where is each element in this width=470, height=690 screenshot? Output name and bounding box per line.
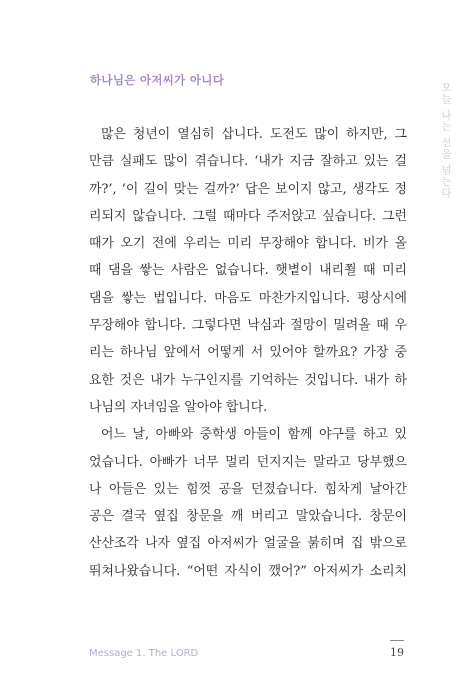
body-line: 리는 하나님 앞에서 어떻게 서 있어야 할까요? 가장 중: [89, 345, 407, 361]
body-line: 산산조각 나자 옆집 아저씨가 얼굴을 붉히며 집 밖으로: [89, 536, 407, 552]
body-line: 공은 결국 옆집 창문을 깨 버리고 말았습니다. 창문이: [89, 509, 407, 525]
body-line: 많은 청년이 열심히 삽니다. 도전도 많이 하지만, 그: [101, 127, 407, 142]
body-line: 까?’, ‘이 길이 맞는 걸까?’ 답은 보이지 않고, 생각도 정: [89, 181, 407, 197]
body-line: 무장해야 합니다. 그렇다면 낙심과 절망이 밀려올 때 우: [89, 318, 407, 334]
body-line: 때 댐을 쌓는 사람은 없습니다. 햇볕이 내리쬘 때 미리: [89, 263, 407, 279]
body-line: 뛰쳐나왔습니다. “어떤 자식이 깼어?” 아저씨가 소리치: [89, 563, 407, 579]
page-number-rule: [390, 640, 404, 641]
section-title: 하나님은 아저씨가 아니다: [90, 73, 225, 87]
body-line: 때가 오기 전에 우리는 미리 무장해야 합니다. 비가 올: [89, 236, 407, 252]
footer-label: Message 1. The LORD: [89, 648, 199, 659]
body-line: 요한 것은 내가 누구인지를 기억하는 것입니다. 내가 하: [89, 372, 407, 388]
page-number: 19: [390, 646, 404, 659]
body-line: 나 아들은 있는 힘껏 공을 던졌습니다. 힘차게 날아간: [89, 481, 407, 497]
body-line: 어느 날, 아빠와 중학생 아들이 함께 야구를 하고 있: [101, 427, 407, 443]
body-text: [89, 121, 407, 585]
running-head-vertical: 오늘 나는 선을 넘는다: [440, 82, 452, 199]
body-line: 나님의 자녀임을 알아야 합니다.: [89, 399, 268, 415]
body-line: 리되지 않습니다. 그럴 때마다 주저앉고 싶습니다. 그런: [89, 208, 407, 224]
body-line: 댐을 쌓는 법입니다. 마음도 마찬가지입니다. 평상시에: [89, 290, 407, 306]
body-line: 었습니다. 아빠가 너무 멀리 던지지는 말라고 당부했으: [89, 454, 407, 470]
body-line: 만큼 실패도 많이 겪습니다. ‘내가 지금 잘하고 있는 걸: [89, 154, 407, 170]
